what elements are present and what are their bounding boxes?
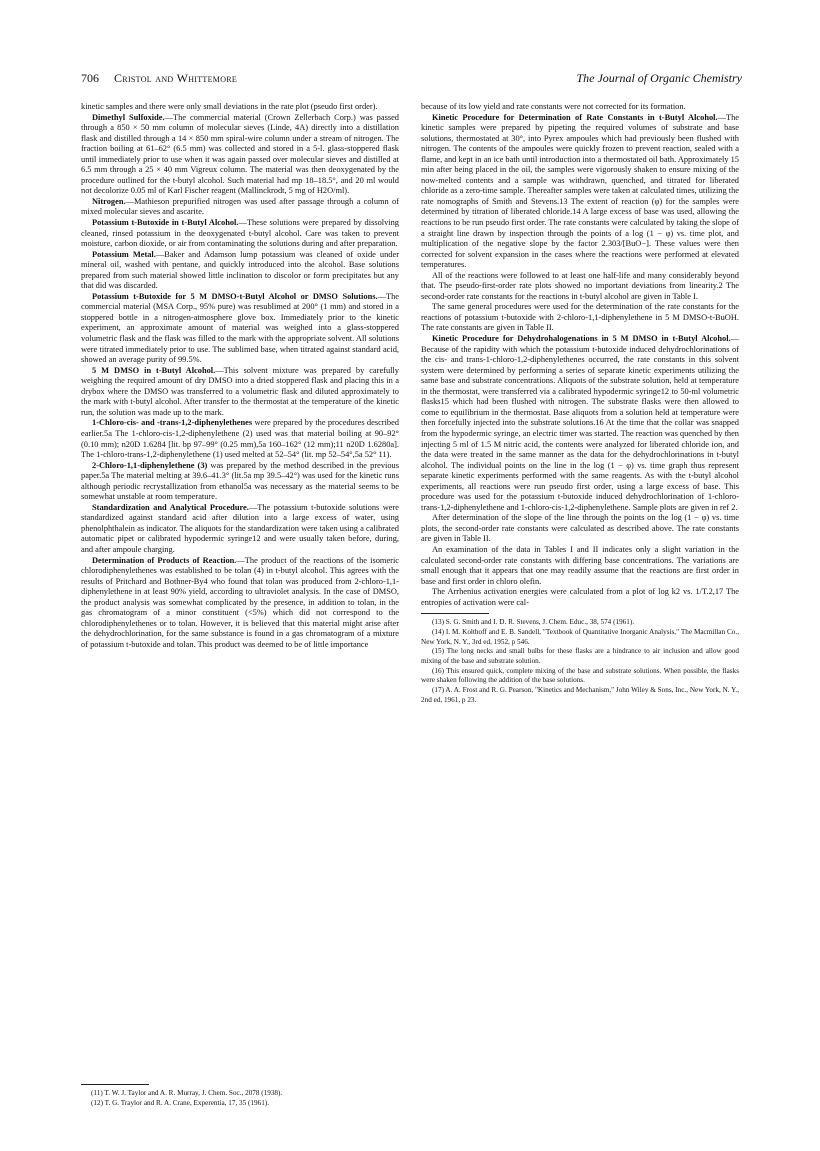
- paragraph-text: —This solvent mixture was prepared by carefully weighing the required amount of dry DMSO into a dried stoppered flask and placing this in a drybox where the DMSO was transferred to a volumetric flask and diluted approximately to the mark with t-butyl alcohol. After transfer to the thermostat at the temperature of the kinetic run, the solution was made up to the mark.: [81, 365, 399, 417]
- footnote-11: (11) T. W. J. Taylor and A. R. Murray, J. Chem. Soc., 2078 (1938).: [91, 1089, 283, 1097]
- running-header-journal: The Journal of Organic Chemistry: [576, 71, 742, 85]
- footnote-17: (17) A. A. Frost and R. G. Pearson, "Kinetics and Mechanism," John Wiley & Sons, Inc., New York, N. Y., 2nd ed, 1961, p 23.: [421, 686, 739, 704]
- paragraph-potassium-butoxide: [81, 218, 399, 250]
- footnote-14: (14) I. M. Kolthoff and E. B. Sandell, "Textbook of Quantitative Inorganic Analysis," The Macmillan Co., New York, N. Y., 3rd ed, 1952, p 546.: [421, 627, 739, 646]
- paragraph-5m-dmso: [81, 366, 399, 419]
- paragraph-kinetic-butanol: [421, 113, 739, 271]
- section-heading: Potassium t-Butoxide for 5 M DMSO-t-Butyl Alcohol or DMSO Solutions.: [92, 291, 378, 301]
- paragraph-text: was prepared by the method described in the previous paper.5a The material melting at 39.6–41.3° (lit.5a mp 39.5–42°) was used for the kinetic runs although periodic recrystallization from ethanol5a was necessary as the material seems to be somewhat unstable at room temperature.: [81, 460, 399, 502]
- footnote-15: (15) The long necks and small bulbs for these flasks are a hindrance to air inclusion and allow good mixing of the base and substrate solution.: [421, 647, 739, 666]
- footnote-12: (12) T. G. Traylor and R. A. Crane, Experentia, 17, 35 (1961).: [91, 1098, 269, 1107]
- section-heading: Kinetic Procedure for Determination of Rate Constants in t-Butyl Alcohol.: [432, 112, 718, 122]
- paragraph-potassium-metal: [81, 250, 399, 292]
- section-heading: 5 M DMSO in t-Butyl Alcohol.: [92, 365, 216, 375]
- paragraph-butoxide-dmso: [81, 292, 399, 366]
- footnote-13: (13) S. G. Smith and I. D. R. Stevens, J. Chem. Educ., 38, 574 (1961).: [432, 618, 635, 627]
- right-column: [421, 102, 739, 706]
- left-footnotes: [81, 1079, 399, 1108]
- footnote-divider: [81, 1084, 149, 1085]
- section-heading: Determination of Products of Reaction.: [92, 555, 237, 565]
- paragraph: because of its low yield and rate constants were not corrected for its formation.: [421, 102, 686, 111]
- paragraph-text: —The potassium t-butoxide solutions were standardized against standard acid after dilution into a large excess of water, using phenolphthalein as indicator. The aliquots for the standardization were taken using a calibrated automatic pipet or calibrated hypodermic syringe12 and were usually taken before, during, and after ampoule charging.: [81, 502, 400, 554]
- paragraph-text: —These solutions were prepared by dissolving cleaned, rinsed potassium in the deoxygenated t-butyl alcohol. Care was taken to prevent moisture, carbon dioxide, or air from contaminating the solutions during and after preparation.: [81, 218, 399, 249]
- paragraph: After determination of the slope of the line through the points on the log (1 − φ) vs. time plots, the second-order rate constants were calculated as described above. The rate constants are given in Table II.: [421, 513, 739, 544]
- paragraph: The same general procedures were used for the determination of the rate constants for the reactions of potassium t-butoxide with 2-chloro-1,1-diphenylethene in 5 M DMSO-t-BuOH. The rate constants are given in Table II.: [421, 302, 739, 333]
- paragraph-text: were prepared by the procedures described earlier.5a The 1-chloro-cis-1,2-diphenylethene (2) used was that material boiling at 90–92° (0.10 mm); n20D 1.6284 [lit. bp 97–99° (0.25 mm),5a 160–162° (12 mm);11 n20D 1.6280a]. The 1-chloro-trans-1,2-diphenylethene (1) used melted at 52–54° (lit. mp 52–54°,5a 52° 11).: [81, 418, 399, 460]
- paragraph-chloro-diphenylethenes: [81, 418, 399, 460]
- paragraph: All of the reactions were followed to at least one half-life and many considerably beyond that. The pseudo-first-order rate plots showed no important deviations from linearity.2 The second-order rate constants for the reactions in t-butyl alcohol are given in Table I.: [421, 270, 739, 301]
- paragraph-text: —The commercial material (MSA Corp., 95% pure) was resublimed at 200° (1 mm) and stored in a stoppered bottle in a nitrogen-atmosphere glove box. Immediately prior to the kinetic experiment, an approximate amount of material was weighed into a glass-stoppered volumetric flask and the flask was filled to the mark with the appropriate solvent. All solutions were titrated immediately prior to use. The sublimed base, when titrated against standard acid, showed an average purity of 99.5%.: [81, 291, 399, 365]
- footnote-divider: [421, 613, 489, 614]
- section-heading: 2-Chloro-1,1-diphenylethene (3): [92, 460, 208, 470]
- page-number: 706: [81, 71, 99, 85]
- paragraph: The Arrhenius activation energies were calculated from a plot of log k2 vs. 1/T.2,17 The entropies of activation were cal-: [421, 587, 739, 607]
- section-heading: Nitrogen.: [92, 196, 126, 206]
- running-header-left: [81, 70, 237, 86]
- section-heading: Potassium Metal.: [92, 249, 156, 259]
- paragraph-2-chloro: [81, 461, 399, 503]
- paragraph: kinetic samples and there were only small deviations in the rate plot (pseudo first order).: [81, 102, 378, 111]
- section-heading: Potassium t-Butoxide in t-Butyl Alcohol.: [92, 218, 239, 228]
- section-heading: 1-Chloro-cis- and -trans-1,2-diphenylethenes: [92, 418, 253, 428]
- section-heading: Dimethyl Sulfoxide.: [92, 112, 165, 122]
- paragraph-text: —The kinetic samples were prepared by pipeting the required volumes of substrate and base solutions, thermostated at 30°, into Pyrex ampoules which had previously been flushed with nitrogen. The contents of the ampoules were quickly frozen to prevent reaction, sealed with a flame, and kept in an ice bath until introduction into a thermostated oil bath. Approximately 15 min after being placed in the oil, the samples were vigorously shaken to ensure mixing of the now-melted contents and a sample was withdrawn, quenched, and titrated for liberated chloride as a zero-time sample. Thereafter samples were taken at calculated times, utilizing the rate nomographs of Smith and Stevens.13 The extent of reaction (φ) for the samples were determined by titration of liberated chloride.14 A large excess of base was used, allowing the reactions to be run pseudo first order. The rate constants were calculated by taking the slope of a straight line drawn by inspection through the points of a log (1 − φ) vs. time plot, and multiplication of the negative slope by the factor 2.303/[BuO−]. These values were then corrected for solvent expansion in the cases where the reactions were performed at elevated temperatures.: [421, 112, 739, 270]
- paragraph-text: —Because of the rapidity with which the potassium t-butoxide induced dehydrochlorinations of the cis- and trans-1-chloro-1,2-diphenylethenes occurred, the rate constants in this solvent system were determined by performing a series of separate kinetic experiments utilizing the same base and substrate concentrations. Aliquots of the substrate solution, held at temperature in the thermostat, were transferred via a calibrated hypodermic syringe12 to 50-ml volumetric flasks15 which had been flushed with nitrogen. The substrate flasks were then allowed to come to equilibrium in the thermostat. Base aliquots from a solution held at temperature were then forcefully injected into the substrate solutions.16 At the time that the collar was snapped from the hypodermic syringe, an electric timer was started. The reaction was quenched by then injecting 5 ml of 1.5 M nitric acid, the contents were analyzed for liberated chloride ion, and the data were treated in the same manner as the data for the dehydrochlorinations in t-butyl alcohol. The individual points on the line in the log (1 − φ) vs. time graph thus represent separate kinetic experiments performed with the same reagents. As with the t-butyl alcohol experiments, all reactions were run pseudo first order, using a large excess of base. This procedure was used for the potassium t-butoxide induced dehydrochlorination of 1-chloro-trans-1,2-diphenylethene and 1-chloro-cis-1,2-diphenylethene. Sample plots are given in ref 2.: [421, 334, 739, 512]
- footnote-16: (16) This ensured quick, complete mixing of the base and substrate solutions. When possible, the flasks were shaken following the addition of the base solutions.: [421, 666, 739, 685]
- paragraph-text: —The commercial material (Crown Zellerbach Corp.) was passed through a 850 × 50 mm column of molecular sieves (Linde, 4A) directly into a distillation flask and distilled through a 14 × 850 mm spiral-wire column under a stream of nitrogen. The fraction boiling at 61–62° (6.5 mm) was collected and stored in a 5-l. glass-stoppered flask until immediately prior to use when it was again passed over molecular sieves and distilled at 6.5 mm through a 25 × 40 mm Vigreux column. The material was then deoxygenated by the procedure outlined for the t-butyl alcohol. Such material had mp 18–18.5°, and 20 ml would not decolorize 0.05 ml of Karl Fischer reagent (Mallinckrodt, 5 mg of H2O/ml).: [81, 112, 399, 196]
- paragraph-text: —The product of the reactions of the isomeric chlorodiphenylethenes was established to be tolan (4) in t-butyl alcohol. This agrees with the results of Pritchard and Bothner-By4 who found that tolan was produced from 2-chloro-1,1-diphenylethene in at least 90% yield, according to ultraviolet analysis. In the case of DMSO, the product analysis was somewhat complicated by the presence, in addition to tolan, in the gas chromatogram of a minor constituent (<5%) which did not correspond to the chlorodiphenylethenes or to tolan. However, it is believed that this material might arise after the dehydrochlorination, for the same substance is found in a gas chromatogram of a mixture of potassium t-butoxide and tolan. This product was deemed to be of little importance: [81, 555, 399, 649]
- section-heading: Kinetic Procedure for Dehydrohalogenations in 5 M DMSO in t-Butyl Alcohol.: [432, 334, 731, 344]
- left-column: [81, 102, 399, 650]
- section-heading: Standardization and Analytical Procedure.: [92, 502, 249, 512]
- paragraph-dmso: [81, 113, 399, 197]
- paragraph: An examination of the data in Tables I and II indicates only a slight variation in the calculated second-order rate constants with differing base concentrations. The variations are small enough that it appears that one may readily assume that the reactions are first order in base and first order in chloro olefin.: [421, 544, 739, 586]
- paragraph-kinetic-dmso: [421, 334, 739, 513]
- paragraph-products: [81, 556, 399, 651]
- paragraph-standardization: [81, 503, 399, 556]
- paragraph-text: —Mathieson prepurified nitrogen was used after passage through a column of mixed molecular sieves and ascarite.: [81, 196, 399, 217]
- paragraph-nitrogen: [81, 197, 399, 218]
- paragraph-text: —Baker and Adamson lump potassium was cleaned of oxide under mineral oil, washed with pentane, and quickly introduced into the alcohol. Base solutions prepared from such material showed little inclination to discolor or form precipitates but any that did was discarded.: [81, 249, 399, 291]
- running-header-authors: Cristol and Whittemore: [114, 71, 238, 85]
